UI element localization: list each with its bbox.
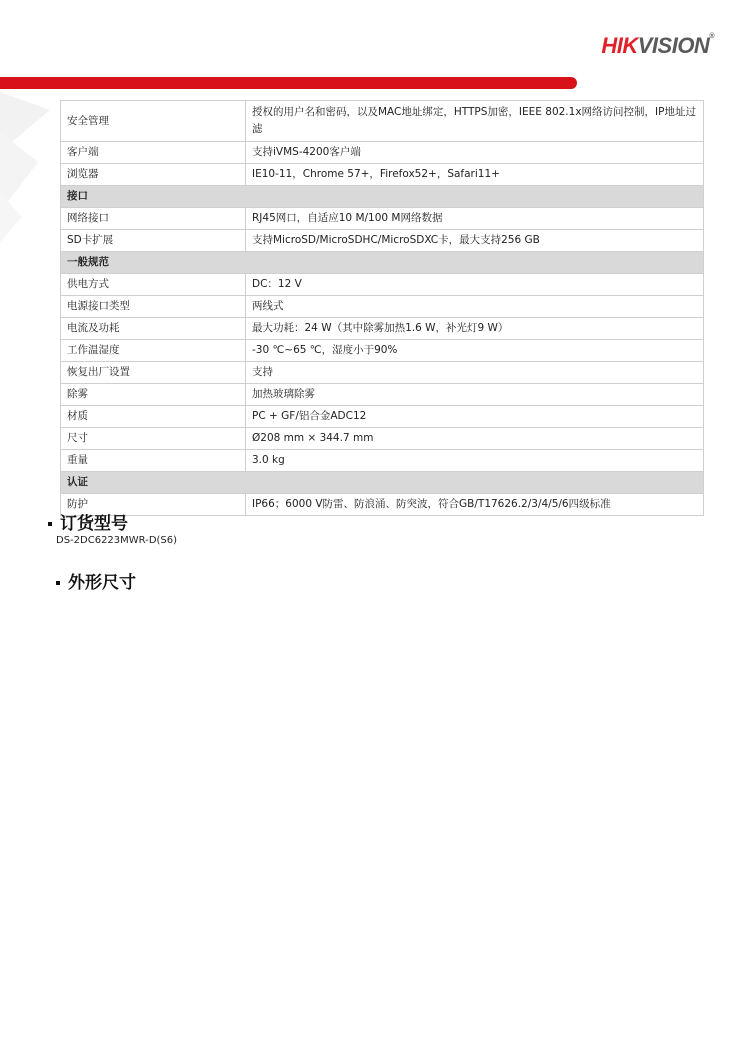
spec-key: 除雾 bbox=[61, 384, 246, 406]
spec-row bbox=[61, 274, 704, 296]
spec-row bbox=[61, 428, 704, 450]
spec-value: 支持iVMS-4200客户端 bbox=[246, 142, 704, 164]
spec-table bbox=[60, 100, 704, 516]
spec-value: -30 ℃~65 ℃，湿度小于90% bbox=[246, 340, 704, 362]
spec-row bbox=[61, 340, 704, 362]
spec-key: 电源接口类型 bbox=[61, 296, 246, 318]
spec-value: 两线式 bbox=[246, 296, 704, 318]
section-header: 一般规范 bbox=[61, 252, 704, 274]
spec-row bbox=[61, 164, 704, 186]
spec-key: 安全管理 bbox=[61, 101, 246, 142]
spec-row bbox=[61, 494, 704, 516]
spec-row bbox=[61, 362, 704, 384]
spec-row bbox=[61, 318, 704, 340]
spec-value: 授权的用户名和密码，以及MAC地址绑定，HTTPS加密，IEEE 802.1x网络访问控制，IP地址过滤 bbox=[246, 101, 704, 142]
spec-row bbox=[61, 406, 704, 428]
order-heading-text: 订货型号 bbox=[60, 514, 128, 534]
spec-key: 尺寸 bbox=[61, 428, 246, 450]
spec-value: 加热玻璃除雾 bbox=[246, 384, 704, 406]
spec-value: Ø208 mm × 344.7 mm bbox=[246, 428, 704, 450]
spec-key: 恢复出厂设置 bbox=[61, 362, 246, 384]
spec-value: 3.0 kg bbox=[246, 450, 704, 472]
spec-key: 防护 bbox=[61, 494, 246, 516]
hikvision-logo bbox=[601, 33, 714, 59]
spec-key: 重量 bbox=[61, 450, 246, 472]
spec-value: PC + GF/铝合金ADC12 bbox=[246, 406, 704, 428]
section-header: 接口 bbox=[61, 186, 704, 208]
spec-value: RJ45网口，自适应10 M/100 M网络数据 bbox=[246, 208, 704, 230]
spec-value: 支持MicroSD/MicroSDHC/MicroSDXC卡，最大支持256 GB bbox=[246, 230, 704, 252]
spec-row bbox=[61, 384, 704, 406]
spec-value: IE10-11，Chrome 57+，Firefox52+，Safari11+ bbox=[246, 164, 704, 186]
spec-key: 浏览器 bbox=[61, 164, 246, 186]
section-header-row bbox=[61, 472, 704, 494]
spec-key: 供电方式 bbox=[61, 274, 246, 296]
section-header: 认证 bbox=[61, 472, 704, 494]
spec-key: 工作温湿度 bbox=[61, 340, 246, 362]
logo-registered-mark: ® bbox=[709, 33, 714, 40]
spec-value: DC：12 V bbox=[246, 274, 704, 296]
spec-row bbox=[61, 450, 704, 472]
dimension-heading-text: 外形尺寸 bbox=[68, 573, 136, 593]
spec-key: 材质 bbox=[61, 406, 246, 428]
bullet-icon bbox=[56, 581, 60, 585]
spec-key: 网络接口 bbox=[61, 208, 246, 230]
spec-key: 电流及功耗 bbox=[61, 318, 246, 340]
logo-vision-text: VISION bbox=[637, 33, 710, 58]
spec-key: SD卡扩展 bbox=[61, 230, 246, 252]
spec-value: IP66；6000 V防雷、防浪涌、防突波，符合GB/T17626.2/3/4/5/6四级标准 bbox=[246, 494, 704, 516]
logo-hik-text: HIK bbox=[601, 33, 638, 58]
spec-key: 客户端 bbox=[61, 142, 246, 164]
header-red-band bbox=[0, 77, 577, 89]
spec-row bbox=[61, 230, 704, 252]
dimension-heading bbox=[56, 568, 136, 593]
section-header-row bbox=[61, 252, 704, 274]
decorative-triangles bbox=[0, 92, 60, 252]
bullet-icon bbox=[48, 522, 52, 526]
spec-row bbox=[61, 142, 704, 164]
spec-row bbox=[61, 101, 704, 142]
spec-value: 最大功耗：24 W（其中除雾加热1.6 W，补光灯9 W） bbox=[246, 318, 704, 340]
order-heading bbox=[48, 509, 128, 534]
order-model: DS-2DC6223MWR-D(S6) bbox=[56, 535, 178, 546]
spec-row bbox=[61, 208, 704, 230]
spec-row bbox=[61, 296, 704, 318]
spec-value: 支持 bbox=[246, 362, 704, 384]
section-header-row bbox=[61, 186, 704, 208]
